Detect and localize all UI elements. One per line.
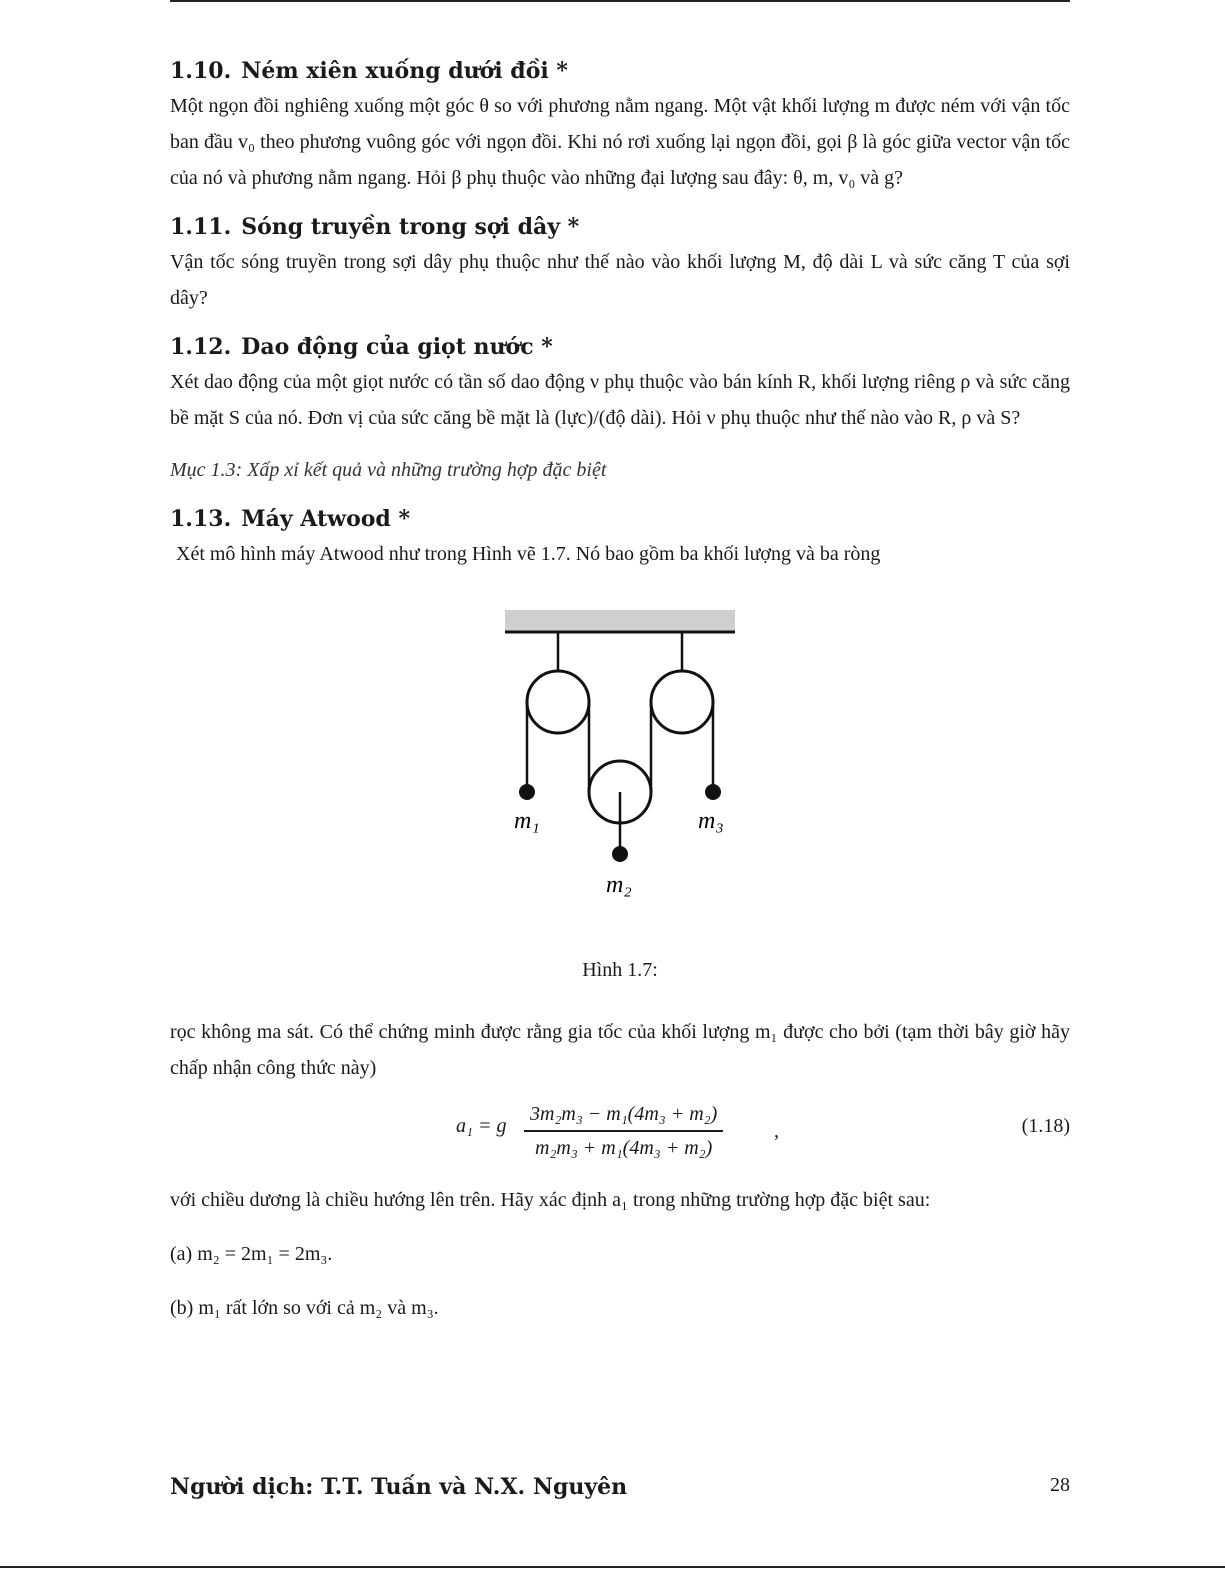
problem-number: 1.13. (170, 506, 232, 532)
problem-heading (170, 330, 1070, 364)
top-rule (170, 0, 1070, 2)
section-note: Mục 1.3: Xấp xỉ kết quả và những trường hợp đặc biệt (170, 459, 607, 481)
problem-text: Xét dao động của một giọt nước có tần số dao động ν phụ thuộc vào bán kính R, khối lượng riêng ρ và sức căng bề mặt S của nó. Đơn vị của sức căng bề mặt là (lực)/(độ dài). Hỏi ν phụ thuộc như thế nào vào R, ρ và S? (170, 371, 1070, 429)
problem-number: 1.11. (170, 214, 232, 240)
label-m2: m₂ (606, 872, 632, 898)
equation-lhs: a₁ = g (456, 1115, 507, 1137)
case-b: (b) m₁ rất lớn so với cả m₂ và m₃. (170, 1297, 439, 1319)
special-cases (170, 1236, 1070, 1326)
page-content (170, 48, 1070, 1344)
problem-heading (170, 502, 1070, 536)
mass-m1 (519, 784, 535, 800)
problem-1-12 (170, 330, 1070, 436)
mass-m3 (705, 784, 721, 800)
problem-number: 1.12. (170, 334, 232, 360)
problem-title: Sóng truyền trong sợi dây * (241, 214, 580, 240)
problem-intro: Xét mô hình máy Atwood như trong Hình vẽ 1.7. Nó bao gồm ba khối lượng và ba ròng (176, 543, 881, 565)
problem-title: Dao động của giọt nước * (241, 334, 553, 360)
problem-title: Máy Atwood * (241, 506, 410, 532)
problem-title: Ném xiên xuống dưới đồi * (241, 58, 568, 84)
continuation-text: rọc không ma sát. Có thể chứng minh được rằng gia tốc của khối lượng m₁ được cho bởi (tạm thời bây giờ hãy chấp nhận công thức này) (170, 1021, 1070, 1079)
equation-denominator: m₂m₃ + m₁(4m₃ + m₂) (535, 1136, 713, 1159)
pulley-left (527, 671, 589, 733)
equation-number: (1.18) (1021, 1115, 1070, 1137)
page-number: 28 (1050, 1474, 1070, 1496)
figure-caption: Hình 1.7: (582, 959, 658, 981)
problem-heading (170, 210, 1070, 244)
case-a: (a) m₂ = 2m₁ = 2m₃. (170, 1243, 333, 1265)
problem-heading (170, 54, 1070, 88)
problem-text: Vận tốc sóng truyền trong sợi dây phụ thuộc như thế nào vào khối lượng M, độ dài L và sức căng T của sợi dây? (170, 251, 1070, 309)
translators: Người dịch: T.T. Tuấn và N.X. Nguyên (170, 1474, 628, 1500)
problem-1-10 (170, 54, 1070, 196)
label-m1: m₁ (514, 808, 540, 834)
mass-m2 (612, 846, 628, 862)
page-footer (170, 1474, 1070, 1510)
problem-number: 1.10. (170, 58, 232, 84)
problem-1-13 (170, 502, 1070, 572)
equation-numerator: 3m₂m₃ − m₁(4m₃ + m₂) (530, 1103, 718, 1125)
after-equation-text: với chiều dương là chiều hướng lên trên. Hãy xác định a₁ trong những trường hợp đặc biệt sau: (170, 1189, 931, 1211)
problem-1-11 (170, 210, 1070, 316)
atwood-figure (170, 602, 1070, 942)
pulley-right (651, 671, 713, 733)
ceiling (505, 610, 735, 632)
equation-comma: , (774, 1120, 779, 1142)
bottom-rule (0, 1566, 1225, 1568)
equation-fraction (524, 1098, 723, 1164)
problem-text: Một ngọn đồi nghiêng xuống một góc θ so với phương nằm ngang. Một vật khối lượng m được ném với vận tốc ban đầu v₀ theo phương vuông góc với ngọn đồi. Khi nó rơi xuống lại ngọn đồi, gọi β là góc giữa vector vận tốc của nó và phương nằm ngang. Hỏi β phụ thuộc vào những đại lượng sau đây: θ, m, v₀ và g? (170, 95, 1070, 189)
equation-1-18 (170, 1098, 1070, 1170)
label-m3: m₃ (698, 808, 724, 834)
atwood-diagram (500, 602, 740, 922)
